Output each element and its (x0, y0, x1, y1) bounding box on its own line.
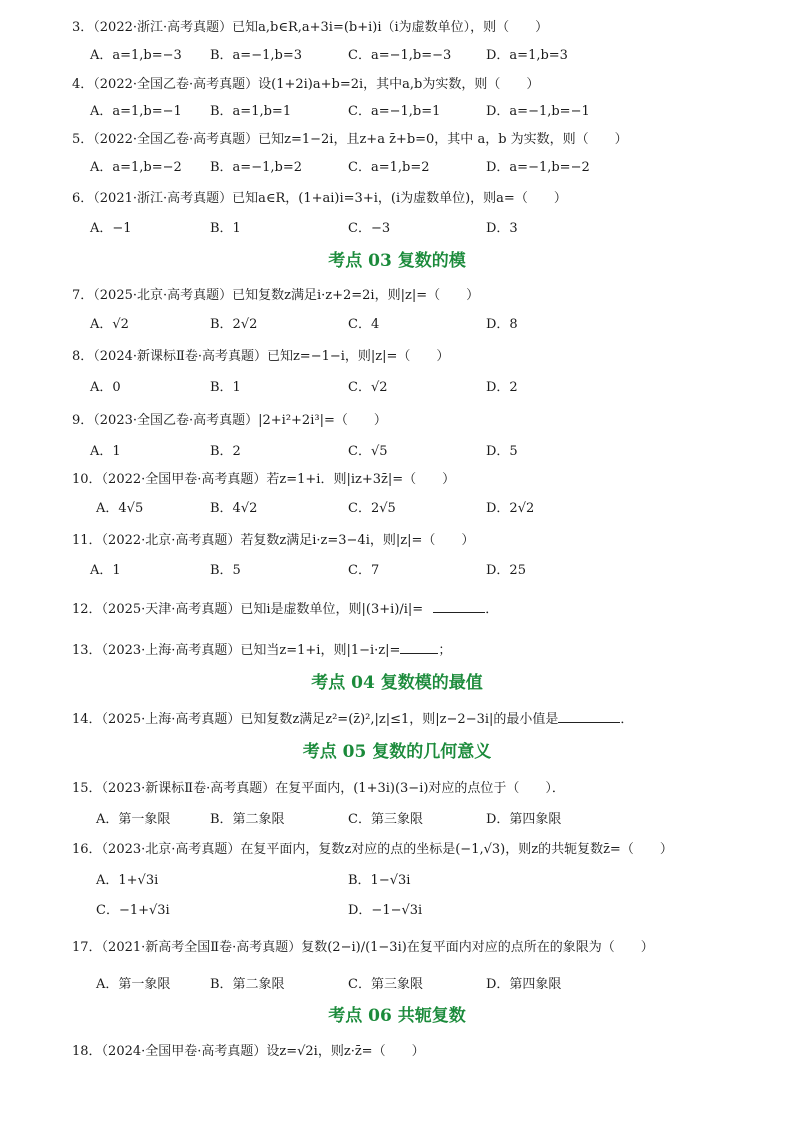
option-a: A．1 (90, 444, 121, 459)
option-b: B．a=−1,b=2 (210, 160, 302, 175)
option-d: D．第四象限 (486, 977, 562, 992)
option-d: D．3 (486, 221, 518, 236)
question-12-stem: 12．（2025·天津·高考真题）已知i是虚数单位，则|(3+i)/i|= (72, 602, 424, 617)
question-14 (72, 710, 633, 729)
option-d: D．a=−1,b=−2 (486, 160, 590, 175)
option-b: B．a=−1,b=3 (210, 48, 302, 63)
option-b: B．4√2 (210, 501, 258, 516)
option-d: D．a=−1,b=−1 (486, 104, 590, 119)
options-9 (90, 443, 730, 461)
answer-blank[interactable] (433, 600, 485, 613)
option-c: C．−3 (348, 221, 391, 236)
options-7 (90, 316, 730, 334)
question-18: 18．（2024·全国甲卷·高考真题）设z=√2i，则z·z̄=（ ） (72, 1044, 425, 1059)
question-15: 15．（2023·新课标Ⅱ卷·高考真题）在复平面内，(1+3i)(3−i)对应的点位于（ ）． (72, 781, 565, 796)
question-5: 5．（2022·全国乙卷·高考真题）已知z=1−2i，且z+a z̄+b=0，其中 a，b 为实数，则（ ） (72, 132, 628, 147)
option-a: A．4√5 (96, 501, 144, 516)
question-16: 16．（2023·北京·高考真题）在复平面内，复数z对应的点的坐标是(−1,√3)，则z的共轭复数z̄=（ ） (72, 842, 673, 857)
option-c: C．4 (348, 317, 380, 332)
option-d: D．a=1,b=3 (486, 48, 568, 63)
option-b: B．1 (210, 380, 241, 395)
options-17 (96, 976, 736, 994)
option-c: C．第三象限 (348, 977, 423, 992)
option-a: A．第一象限 (96, 977, 171, 992)
question-13-tail: ； (438, 643, 452, 658)
options-15 (96, 811, 736, 829)
option-a: A．第一象限 (96, 812, 171, 827)
question-17: 17．（2021·新高考全国Ⅱ卷·高考真题）复数(2−i)/(1−3i)在复平面内对应的点所在的象限为（ ） (72, 940, 654, 955)
question-12-tail: ． (485, 602, 499, 617)
options-8 (90, 379, 730, 397)
option-a: A．a=1,b=−1 (90, 104, 182, 119)
answer-blank[interactable] (400, 641, 438, 654)
option-a: A．√2 (90, 317, 129, 332)
option-a: A．−1 (90, 221, 132, 236)
options-16-row1 (96, 872, 736, 890)
option-c: C．√2 (348, 380, 388, 395)
question-13 (72, 641, 451, 660)
option-a: A．1+√3i (96, 873, 159, 888)
option-c: C．−1+√3i (96, 903, 170, 918)
option-d: D．第四象限 (486, 812, 562, 827)
option-c: C．a=−1,b=1 (348, 104, 441, 119)
option-d: D．8 (486, 317, 518, 332)
options-4 (90, 103, 730, 121)
question-14-tail: ． (620, 712, 634, 727)
section-heading-05: 考点 05 复数的几何意义 (302, 742, 492, 762)
question-3: 3．（2022·浙江·高考真题）已知a,b∈R,a+3i=(b+i)i（i为虚数单位），则（ ） (72, 20, 549, 35)
question-10: 10．（2022·全国甲卷·高考真题）若z=1+i．则|iz+3z̄|=（ ） (72, 472, 456, 487)
option-a: A．a=1,b=−3 (90, 48, 182, 63)
question-9: 9．（2023·全国乙卷·高考真题）|2+i²+2i³|=（ ） (72, 413, 387, 428)
options-6 (90, 220, 730, 238)
option-b: B．1 (210, 221, 241, 236)
option-d: D．25 (486, 563, 526, 578)
option-c: C．第三象限 (348, 812, 423, 827)
options-16-row2 (96, 902, 736, 920)
options-10 (96, 500, 736, 518)
option-d: D．5 (486, 444, 518, 459)
option-c: C．2√5 (348, 501, 396, 516)
question-6: 6．（2021·浙江·高考真题）已知a∈R，(1+ai)i=3+i，(i为虚数单位)，则a=（ ） (72, 191, 567, 206)
option-b: B．第二象限 (210, 977, 285, 992)
option-a: A．0 (90, 380, 121, 395)
option-c: C．a=−1,b=−3 (348, 48, 452, 63)
option-b: B．2 (210, 444, 241, 459)
option-d: D．2 (486, 380, 518, 395)
option-a: A．1 (90, 563, 121, 578)
option-d: D．2√2 (486, 501, 535, 516)
question-4: 4．（2022·全国乙卷·高考真题）设(1+2i)a+b=2i，其中a,b为实数，则（ ） (72, 77, 540, 92)
options-5 (90, 159, 730, 177)
section-heading-04: 考点 04 复数模的最值 (311, 673, 483, 693)
option-b: B．5 (210, 563, 241, 578)
question-8: 8．（2024·新课标Ⅱ卷·高考真题）已知z=−1−i，则|z|=（ ） (72, 349, 450, 364)
option-d: D．−1−√3i (348, 903, 423, 918)
section-heading-06: 考点 06 共轭复数 (328, 1006, 466, 1026)
question-12 (72, 600, 498, 619)
option-b: B．1−√3i (348, 873, 411, 888)
option-b: B．第二象限 (210, 812, 285, 827)
question-11: 11．（2022·北京·高考真题）若复数z满足i·z=3−4i，则|z|=（ ） (72, 533, 475, 548)
question-7: 7．（2025·北京·高考真题）已知复数z满足i·z+2=2i，则|z|=（ ） (72, 288, 480, 303)
option-c: C．7 (348, 563, 380, 578)
option-c: C．√5 (348, 444, 388, 459)
options-3 (90, 47, 730, 65)
question-14-stem: 14．（2025·上海·高考真题）已知复数z满足z²=(z̄)²,|z|≤1，则|z−2−3i|的最小值是 (72, 712, 559, 727)
answer-blank[interactable] (558, 710, 620, 723)
option-b: B．a=1,b=1 (210, 104, 292, 119)
question-13-stem: 13．（2023·上海·高考真题）已知当z=1+i，则|1−i·z|= (72, 643, 401, 658)
section-heading-03: 考点 03 复数的模 (328, 251, 466, 271)
options-11 (90, 562, 730, 580)
option-c: C．a=1,b=2 (348, 160, 430, 175)
option-a: A．a=1,b=−2 (90, 160, 182, 175)
option-b: B．2√2 (210, 317, 258, 332)
